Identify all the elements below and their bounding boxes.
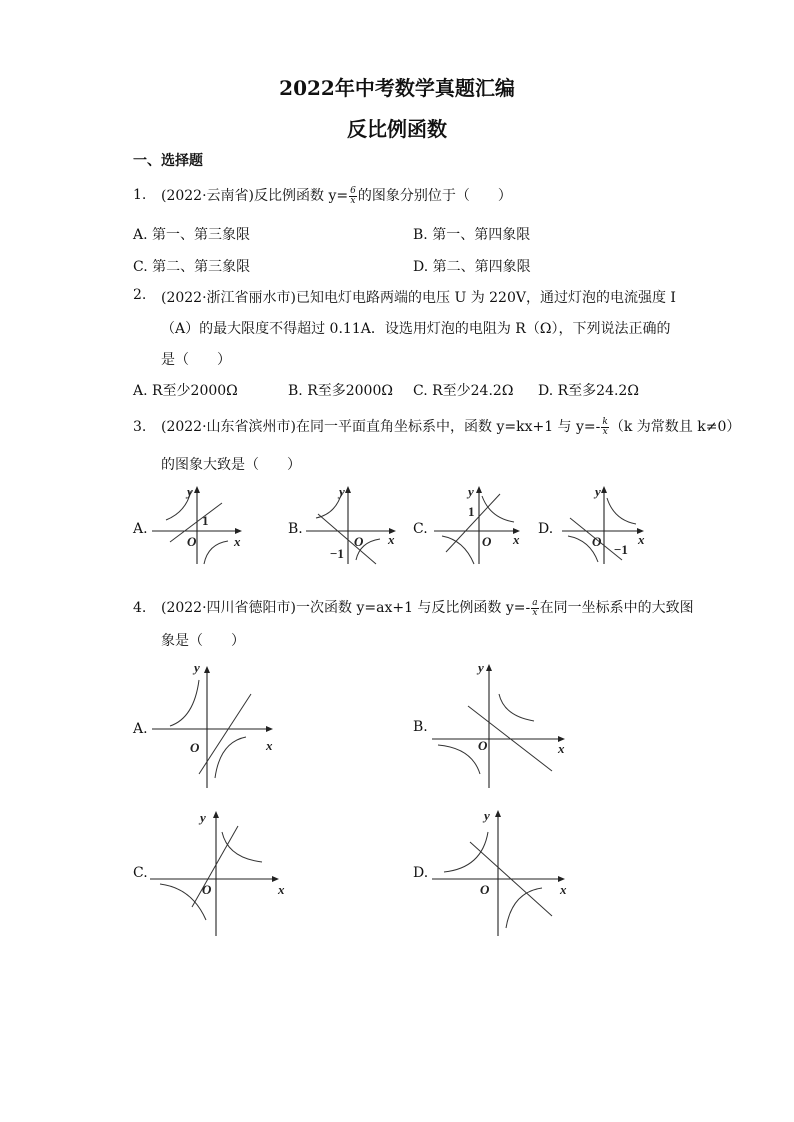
q3-fraction [601, 418, 608, 437]
hyperbola-branch [215, 737, 246, 778]
q1-option-d[interactable]: D. 第二、第四象限 [413, 259, 531, 275]
intercept-label: −1 [614, 542, 628, 557]
q2-option-a[interactable]: A. R至少2000Ω [133, 383, 238, 399]
intercept-label: 1 [468, 504, 475, 519]
q2-stem-line3: 是（ ） [161, 352, 231, 368]
q3-fraction-numerator: k [602, 416, 608, 427]
x-label: x [638, 532, 645, 547]
q3-graph-a [152, 484, 252, 569]
q4-graph-b [432, 658, 572, 790]
y-label: y [484, 808, 490, 823]
hyperbola-branch [222, 832, 262, 862]
q4-stem-line2: 象是（ ） [161, 633, 245, 649]
y-axis-arrow [194, 486, 200, 493]
y-label: y [194, 660, 200, 675]
x-label: x [266, 738, 273, 753]
q2-stem-line2: （A）的最大限度不得超过 0.11A．设选用灯泡的电阻为 R（Ω），下列说法正确的 [161, 321, 671, 337]
y-axis-arrow [486, 664, 492, 671]
y-label: y [339, 484, 345, 499]
q1-fraction-numerator: 6 [350, 185, 356, 196]
q4-option-c[interactable]: C. [133, 865, 148, 881]
origin-label: O [202, 882, 212, 897]
q2-stem-line1: (2022·浙江省丽水市)已知电灯电路两端的电压 U 为 220V，通过灯泡的电流强度 I [161, 290, 676, 306]
q3-option-a[interactable]: A. [133, 521, 148, 537]
q1-stem [161, 185, 512, 206]
y-label: y [595, 484, 601, 499]
document-title: 2022年中考数学真题汇编 [279, 76, 515, 100]
x-label: x [278, 882, 285, 897]
origin-label: O [482, 534, 492, 549]
hyperbola-branch [482, 496, 514, 522]
q1-option-a[interactable]: A. 第一、第三象限 [133, 227, 251, 243]
hyperbola-branch [607, 498, 636, 524]
q3-stem-post: （k 为常数且 k≠0） [609, 419, 741, 435]
line-graph [192, 826, 238, 907]
y-axis-arrow [601, 486, 607, 493]
x-label: x [558, 741, 565, 756]
y-axis-arrow [213, 811, 219, 818]
hyperbola-branch [170, 680, 199, 726]
origin-label: O [354, 534, 364, 549]
q4-number: 4. [133, 600, 147, 616]
q4-fraction [531, 599, 538, 618]
origin-label: O [190, 740, 200, 755]
y-label: y [200, 810, 206, 825]
q1-option-b[interactable]: B. 第一、第四象限 [413, 227, 531, 243]
origin-label: O [478, 738, 488, 753]
hyperbola-branch [438, 745, 480, 774]
q2-option-c[interactable]: C. R至少24.2Ω [413, 383, 514, 399]
hyperbola-branch [204, 541, 228, 564]
y-axis-arrow [345, 486, 351, 493]
q4-stem-pre: (2022·四川省德阳市)一次函数 y=ax+1 与反比例函数 y=- [161, 600, 531, 616]
x-axis-arrow [266, 726, 273, 732]
x-label: x [513, 532, 520, 547]
intercept-label: 1 [202, 513, 209, 528]
y-axis-arrow [204, 666, 210, 673]
line-graph [446, 494, 500, 552]
q1-fraction-denominator: x [350, 195, 356, 206]
q3-stem [161, 416, 740, 437]
q2-option-d[interactable]: D. R至多24.2Ω [538, 383, 639, 399]
line-graph [318, 514, 376, 564]
origin-label: O [187, 534, 197, 549]
q3-option-d[interactable]: D. [538, 521, 554, 537]
q4-fraction-numerator: a [532, 597, 538, 608]
q3-number: 3. [133, 419, 147, 435]
q3-stem-pre: (2022·山东省滨州市)在同一平面直角坐标系中，函数 y=kx+1 与 y=- [161, 419, 601, 435]
q4-option-b[interactable]: B. [413, 719, 428, 735]
y-label: y [468, 484, 474, 499]
q3-graph-b [306, 484, 406, 569]
q3-graph-c [434, 484, 534, 569]
section-heading: 一、选择题 [133, 153, 203, 169]
intercept-label: −1 [330, 546, 344, 561]
origin-label: O [592, 534, 602, 549]
q2-number: 2. [133, 287, 147, 303]
hyperbola-branch [506, 888, 542, 928]
q4-graph-d [432, 806, 572, 938]
hyperbola-branch [442, 536, 474, 564]
q4-graph-a [152, 660, 282, 790]
q1-stem-pre: (2022·云南省)反比例函数 y= [161, 188, 349, 204]
hyperbola-branch [160, 884, 206, 920]
y-label: y [187, 484, 193, 499]
y-label: y [478, 660, 484, 675]
q4-option-a[interactable]: A. [133, 721, 148, 737]
q3-option-c[interactable]: C. [413, 521, 428, 537]
q1-number: 1. [133, 187, 147, 203]
q4-graph-c [150, 808, 290, 938]
x-label: x [234, 534, 241, 549]
y-axis-arrow [495, 810, 501, 817]
document-subtitle: 反比例函数 [347, 117, 447, 141]
q2-option-b[interactable]: B. R至多2000Ω [288, 383, 393, 399]
q3-option-b[interactable]: B. [288, 521, 303, 537]
q3-fraction-denominator: x [602, 426, 608, 437]
q4-stem-post: 在同一坐标系中的大致图 [539, 600, 694, 616]
q4-fraction-denominator: x [532, 607, 538, 618]
q4-option-d[interactable]: D. [413, 865, 429, 881]
q1-option-c[interactable]: C. 第二、第三象限 [133, 259, 251, 275]
q3-graph-d [562, 484, 662, 569]
q1-fraction [349, 187, 357, 206]
x-label: x [388, 532, 395, 547]
q1-stem-post: 的图象分别位于（ ） [357, 188, 512, 204]
q4-stem [161, 597, 694, 618]
origin-label: O [480, 882, 490, 897]
x-label: x [560, 882, 567, 897]
hyperbola-branch [499, 694, 534, 721]
y-axis-arrow [476, 486, 482, 493]
q3-stem-line2: 的图象大致是（ ） [161, 457, 301, 473]
